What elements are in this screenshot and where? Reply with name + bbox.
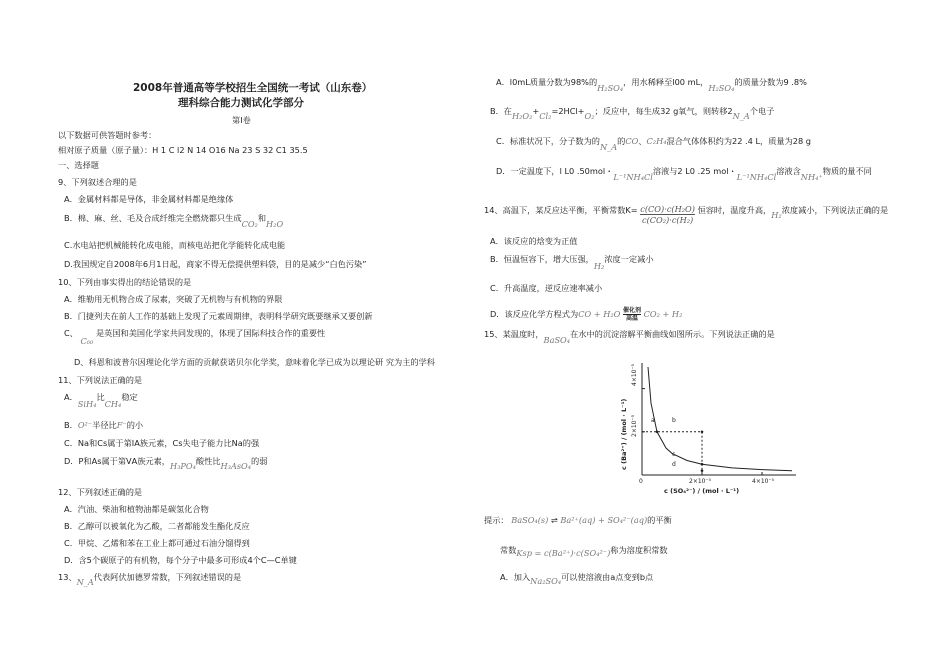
q13-stem: 13、N_A代表阿伏加德罗常数，下列叙述错误的是 (58, 572, 242, 587)
q12-option-b: B．乙醇可以被氧化为乙酸，二者都能发生酯化反应 (64, 521, 250, 531)
formula: O²⁻ (77, 420, 93, 430)
formula: CH₄ (104, 399, 122, 409)
q11-option-b: B．O²⁻半径比F⁻的小 (64, 420, 144, 430)
q15-option-a: A．加入Na₂SO₄可以使溶液由a点变到b点 (500, 572, 654, 586)
formula: NH₄⁺ (800, 172, 823, 182)
q14-option-a: A．该反应的焓变为正值 (490, 236, 578, 246)
x-tick-mid: 2×10⁻⁵ (689, 478, 712, 485)
q10-option-c: C、 C₆₀ 是英国和美国化学家共同发现的，体现了国际科技合作的重要性 (64, 328, 326, 346)
formula: Ksp = c(Ba²⁺)·c(SO₄²⁻) (516, 548, 611, 558)
exam-title: 2008年普通高等学校招生全国统一考试（山东卷） (133, 82, 373, 94)
q11-option-d: D．P和As属于第ⅤA族元素，H₃PO₄酸性比H₃AsO₄的弱 (64, 456, 268, 471)
formula: N_A (599, 142, 618, 152)
solubility-curve-figure (612, 362, 802, 502)
formula: BaSO₄ (543, 335, 571, 345)
formula: H₂O (266, 219, 284, 229)
q13-option-b: B．在H₂O₂+Cl₂=2HCl+O₂；反应中，每生成32 g氧气，则转移2N_A个电子 (490, 106, 775, 121)
formula: CO (625, 136, 639, 146)
q12-option-a: A．汽油、柴油和植物油都是碳氢化合物 (64, 504, 209, 514)
formula: N_A (76, 577, 94, 587)
formula: C₂H₄ (646, 136, 667, 146)
y-tick-top: 4×10⁻⁵ (631, 363, 638, 386)
formula: C₆₀ (80, 336, 94, 346)
formula: L⁻¹NH₄Cl (736, 172, 777, 182)
y-axis-label: c (Ba²⁺) / (mol · L⁻¹) (620, 398, 628, 470)
q13-option-d: D．一定温度下，l L0 .50mol・L⁻¹NH₄Cl溶液与2 L0 .25 mol・L⁻¹NH₄Cl溶液含NH₄⁺物质的量不同 (496, 166, 872, 182)
q12-option-d: D．含5个碳原子的有机物，每个分子中最多可形成4个C—C单键 (64, 555, 297, 565)
formula: F⁻ (116, 420, 127, 430)
point-c-label: c (672, 451, 676, 458)
q10-option-d: D、科恩和波普尔因理论化学方面的贡献获诺贝尔化学奖，意味着化学已成为以理论研 究为主的学科 (74, 357, 435, 367)
point-b (701, 431, 704, 434)
formula: CO + H₂O (578, 309, 621, 319)
solubility-curve (648, 367, 792, 471)
q11-stem: 11、下列说法正确的是 (58, 375, 143, 385)
formula: H₂ (771, 210, 782, 220)
point-c (701, 463, 704, 466)
atomic-masses: 相对原子质量（原子量）：H 1 C l2 N 14 O16 Na 23 S 32 C1 35.5 (58, 145, 308, 155)
q9-stem: 9、下列叙述合理的是 (58, 177, 137, 187)
q14-option-c: C．升高温度，逆反应速率减小 (490, 283, 603, 293)
formula: BaSO₄(s) (511, 515, 549, 525)
q13-option-c: C．标准状况下，分子数为的N_A的CO、C₂H₄混合气体体积约为22 .4 L，质量为28 g (496, 136, 811, 152)
hint-line: 提示： BaSO₄(s) ⇌ Ba²⁺(aq) + SO₄²⁻(aq)的平衡 (484, 515, 672, 525)
formula: CO₂ (241, 219, 258, 229)
q9-option-c: C.水电站把机械能转化成电能，而核电站把化学能转化成电能 (64, 240, 286, 250)
q13-option-a: A．l0mL质量分数为98%的H₂SO₄，用水稀释至l00 mL，H₂SO₄的质量分数为9 .8% (496, 77, 807, 93)
formula: H₃PO₄ (170, 461, 196, 471)
origin-label: 0 (639, 478, 643, 485)
intro-text: 以下数据可供答题时参考： (58, 130, 157, 140)
q14-stem: 14、高温下，某反应达平衡，平衡常数K= $\frac{\text{c(CO)·c(H₂O)}}{\text{c(CO₂)·c(H₂)}}$ 恒容时，温度升高，H₂浓度减小，下列说法正确的是 (484, 204, 889, 225)
q10-option-b: B．门捷列夫在前人工作的基础上发现了元素周期律，表明科学研究既要继承又要创新 (64, 311, 373, 321)
equilibrium-arrow: ⇌ (550, 515, 558, 525)
formula: L⁻¹NH₄Cl (613, 172, 653, 182)
reaction-arrow: 催化剂 高温 (622, 307, 641, 322)
part-heading: 第Ⅰ卷 (232, 115, 251, 125)
point-b-label: b (672, 417, 676, 424)
formula: Ba²⁺(aq) + SO₄²⁻(aq) (560, 515, 648, 525)
q9-option-d: D.我国规定自2008年6月1日起，商家不得无偿提供塑料袋，目的是减少“白色污染” (64, 259, 367, 269)
formula: SiH₄ (77, 399, 97, 409)
q9-option-b: B．棉、麻、丝、毛及合成纤维完全燃烧都只生成CO₂和H₂O (64, 213, 284, 229)
x-tick-top: 4×10⁻⁵ (752, 478, 775, 485)
point-a-label: a (651, 417, 655, 424)
formula: H₂O₂ (512, 111, 533, 121)
q14-option-d: D．该反应化学方程式为CO + H₂O 催化剂 高温 CO₂ + H₂ (490, 307, 683, 322)
point-a (656, 431, 659, 434)
x-axis-label: c (SO₄²⁻) / (mol · L⁻¹) (664, 487, 740, 495)
q9-option-a: A．金属材料都是导体，非金属材料都是绝缘体 (64, 194, 234, 204)
q11-option-a: A．SiH₄比CH₄稳定 (64, 392, 138, 409)
formula: CO₂ + H₂ (643, 309, 683, 319)
q10-stem: 10、下列由事实得出的结论错误的是 (58, 277, 192, 287)
section-heading: 一、选择题 (58, 160, 99, 170)
y-tick-mid: 2×10⁻⁵ (631, 414, 638, 437)
point-d-label: d (672, 461, 676, 468)
q11-option-c: C．Na和Cs属于第ⅠA族元素，Cs失电子能力比Na的强 (64, 438, 260, 448)
q12-stem: 12、下列叙述正确的是 (58, 487, 143, 497)
q14-option-b: B．恒温恒容下，增大压强，H₂浓度一定减小 (490, 254, 654, 271)
formula: H₃AsO₄ (220, 461, 252, 471)
point-d (701, 469, 704, 472)
exam-subtitle: 理科综合能力测试化学部分 (178, 97, 304, 109)
formula: N_A (732, 111, 750, 121)
formula: H₂ (593, 261, 605, 271)
q10-option-a: A．维勒用无机物合成了尿素，突破了无机物与有机物的界限 (64, 294, 283, 304)
formula: O₂ (584, 111, 595, 121)
q15-stem: 15、某温度时，BaSO₄在水中的沉淀溶解平衡曲线如图所示。下列说法正确的是 (484, 329, 775, 345)
q12-option-c: C．甲烷、乙烯和苯在工业上都可通过石油分馏得到 (64, 538, 250, 548)
ksp-line: 常数Ksp = c(Ba²⁺)·c(SO₄²⁻)称为溶度积常数 (500, 545, 668, 558)
formula: Cl₂ (539, 111, 552, 121)
formula: H₂SO₄ (708, 83, 735, 93)
equilibrium-fraction: $\frac{\text{c(CO)·c(H₂O)}}{\text{c(CO₂)·c(H₂)}}$ (640, 204, 695, 225)
formula: Na₂SO₄ (530, 576, 562, 586)
formula: H₂SO₄ (597, 83, 624, 93)
